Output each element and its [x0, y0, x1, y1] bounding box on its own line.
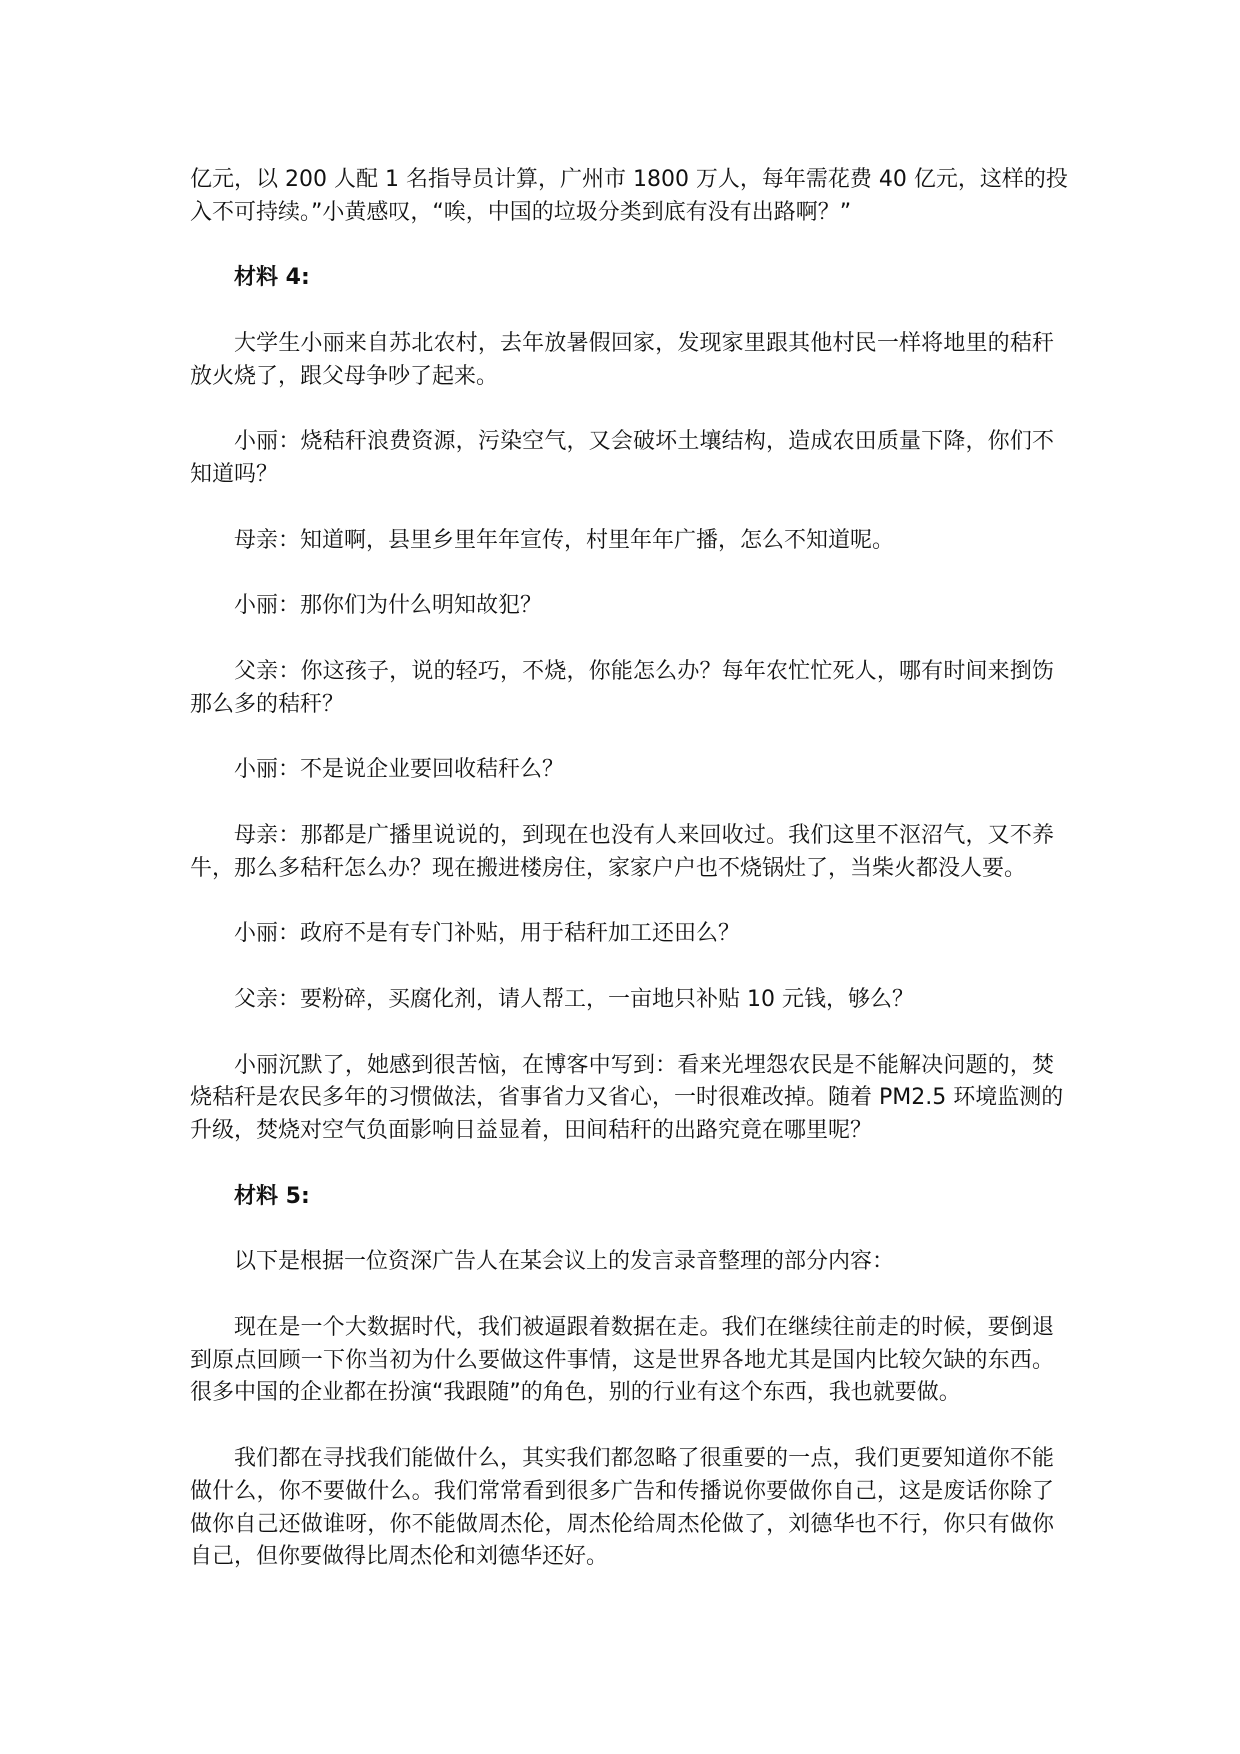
paragraph-line: 那么多的秸秆？ — [190, 691, 345, 717]
paragraph-line: 父亲：你这孩子，说的轻巧，不烧，你能怎么办？每年农忙忙死人，哪有时间来捯饬 — [234, 658, 1054, 684]
paragraph-line: 小丽：政府不是有专门补贴，用于秸秆加工还田么？ — [234, 921, 741, 947]
paragraph-line: 母亲：那都是广播里说说的，到现在也没有人来回收过。我们这里不沤沼气，又不养 — [234, 822, 1054, 848]
paragraph-line: 小丽：烧秸秆浪费资源，污染空气，又会破坏土壤结构，造成农田质量下降，你们不 — [234, 429, 1054, 455]
dialogue-paragraph — [190, 525, 1054, 558]
text-column — [190, 164, 1068, 1607]
paragraph — [190, 1050, 1064, 1148]
paragraph-line: 大学生小丽来自苏北农村，去年放暑假回家，发现家里跟其他村民一样将地里的秸秆 — [234, 330, 1054, 356]
paragraph-line: 做什么，你不要做什么。我们常常看到很多广告和传播说你要做你自己，这是废话你除了 — [190, 1478, 1054, 1504]
paragraph-line: 小丽：那你们为什么明知故犯？ — [234, 593, 543, 619]
paragraph-line: 入不可持续。”小黄感叹，“唉，中国的垃圾分类到底有没有出路啊？” — [190, 199, 852, 225]
dialogue-paragraph — [190, 426, 1054, 492]
dialogue-paragraph — [190, 754, 1054, 787]
dialogue-paragraph — [190, 918, 1054, 951]
paragraph-line: 做你自己还做谁呀，你不能做周杰伦，周杰伦给周杰伦做了，刘德华也不行，你只有做你 — [190, 1511, 1054, 1537]
dialogue-paragraph — [190, 590, 1054, 623]
paragraph-line: 升级，焚烧对空气负面影响日益显着，田间秸秆的出路究竟在哪里呢？ — [190, 1118, 873, 1144]
paragraph-line: 烧秸秆是农民多年的习惯做法，省事省力又省心，一时很难改掉。随着 PM2.5 环境监测的 — [190, 1085, 1064, 1111]
paragraph — [190, 1443, 1054, 1574]
paragraph-line: 父亲：要粉碎，买腐化剂，请人帮工，一亩地只补贴 10 元钱，够么？ — [234, 986, 914, 1012]
paragraph-continued — [190, 164, 1068, 230]
paragraph-line: 很多中国的企业都在扮演“我跟随”的角色，别的行业有这个东西，我也就要做。 — [190, 1380, 961, 1406]
paragraph-line: 放火烧了，跟父母争吵了起来。 — [190, 363, 499, 389]
section-heading-material-5 — [190, 1181, 1054, 1214]
paragraph-line: 我们都在寻找我们能做什么，其实我们都忽略了很重要的一点，我们更要知道你不能 — [234, 1446, 1054, 1472]
paragraph-line: 知道吗？ — [190, 462, 279, 488]
paragraph-line: 小丽沉默了，她感到很苦恼，在博客中写到：看来光埋怨农民是不能解决问题的，焚 — [234, 1052, 1054, 1078]
paragraph-line: 自己，但你要做得比周杰伦和刘德华还好。 — [190, 1544, 609, 1570]
paragraph-line: 以下是根据一位资深广告人在某会议上的发言录音整理的部分内容： — [234, 1249, 895, 1275]
paragraph-line: 牛，那么多秸秆怎么办？现在搬进楼房住，家家户户也不烧锅灶了，当柴火都没人要。 — [190, 855, 1027, 881]
paragraph-line: 母亲：知道啊，县里乡里年年宣传，村里年年广播，怎么不知道呢。 — [234, 527, 895, 553]
paragraph-line: 到原点回顾一下你当初为什么要做这件事情，这是世界各地尤其是国内比较欠缺的东西。 — [190, 1347, 1054, 1373]
dialogue-paragraph — [190, 656, 1054, 722]
section-heading-material-4 — [190, 262, 1054, 295]
paragraph-line: 小丽：不是说企业要回收秸秆么？ — [234, 757, 565, 783]
paragraph-line: 亿元，以 200 人配 1 名指导员计算，广州市 1800 万人，每年需花费 40 亿元，这样的投 — [190, 167, 1068, 192]
section-heading: 材料 4: — [234, 265, 310, 291]
dialogue-paragraph — [190, 820, 1054, 886]
section-heading: 材料 5: — [234, 1183, 310, 1209]
paragraph — [190, 1312, 1054, 1410]
paragraph — [190, 1246, 1054, 1279]
paragraph-line: 现在是一个大数据时代，我们被逼跟着数据在走。我们在继续往前走的时候，要倒退 — [234, 1314, 1054, 1340]
dialogue-paragraph — [190, 984, 1054, 1017]
paragraph — [190, 328, 1054, 394]
